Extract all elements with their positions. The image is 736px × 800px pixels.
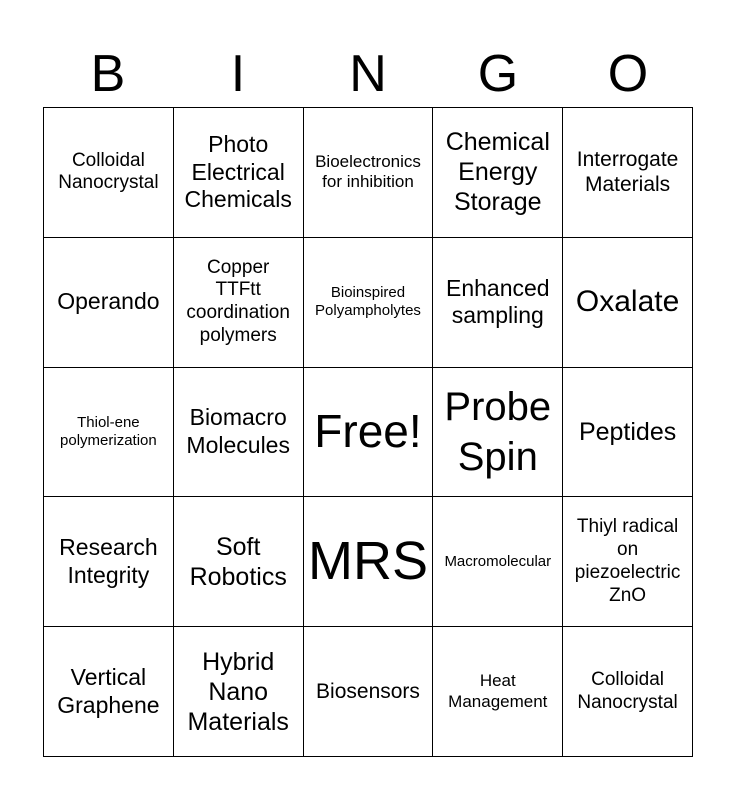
bingo-cell-r1-c5[interactable] [563, 108, 693, 238]
bingo-cell-label: Operando [57, 288, 160, 315]
bingo-cell-label: Vertical Graphene [57, 664, 160, 718]
bingo-cell-r1-c1[interactable] [44, 108, 174, 238]
bingo-cell-label: Free! [314, 405, 422, 458]
bingo-cell-label: MRS [307, 531, 428, 592]
bingo-cell-r4-c3[interactable] [304, 497, 434, 627]
bingo-cell-r5-c2[interactable] [174, 627, 304, 757]
bingo-cell-label: Soft Robotics [189, 532, 287, 591]
bingo-cell-label: Hybrid Nano Materials [187, 647, 289, 736]
header-letter-g: G [477, 45, 519, 103]
bingo-cell-label: Enhanced sampling [445, 274, 550, 329]
bingo-cell-r5-c1[interactable] [44, 627, 174, 757]
bingo-cell-r4-c1[interactable] [44, 497, 174, 627]
bingo-cell-r4-c5[interactable] [563, 497, 693, 627]
bingo-cell-r1-c3[interactable] [304, 108, 434, 238]
bingo-cell-label: Research Integrity [59, 534, 158, 588]
bingo-cell-label: Biomacro Molecules [186, 404, 290, 458]
bingo-cell-label: Thiol-ene polymerization [60, 413, 157, 449]
bingo-cell-r3-c5[interactable] [563, 368, 693, 498]
bingo-cell-r3-c1[interactable] [44, 368, 174, 498]
header-letter-i: I [230, 45, 246, 103]
bingo-card-grid [43, 107, 693, 757]
bingo-cell-label: Peptides [578, 417, 677, 446]
bingo-cell-label: Chemical Energy Storage [445, 128, 550, 217]
bingo-cell-r5-c3[interactable] [304, 627, 434, 757]
bingo-cell-r1-c2[interactable] [174, 108, 304, 238]
bingo-header [43, 44, 693, 104]
bingo-cell-label: Interrogate Materials [576, 148, 679, 197]
bingo-cell-label: Bioinspired Polyampholytes [315, 284, 421, 320]
bingo-cell-label: Heat Management [448, 671, 548, 711]
bingo-cell-r1-c4[interactable] [433, 108, 563, 238]
bingo-cell-label: Probe Spin [444, 384, 552, 479]
bingo-cell-label: Photo Electrical Chemicals [184, 131, 292, 213]
bingo-cell-r5-c4[interactable] [433, 627, 563, 757]
bingo-cell-r4-c4[interactable] [433, 497, 563, 627]
bingo-cell-label: Biosensors [316, 680, 420, 703]
bingo-cell-label: Thiyl radical on piezoelectric ZnO [574, 516, 681, 606]
bingo-cell-r5-c5[interactable] [563, 627, 693, 757]
bingo-cell-label: Oxalate [575, 285, 680, 319]
bingo-cell-label: Colloidal Nanocrystal [58, 149, 159, 194]
header-letter-b: B [90, 45, 126, 103]
bingo-cell-r2-c3[interactable] [304, 238, 434, 368]
bingo-cell-r3-c4[interactable] [433, 368, 563, 498]
bingo-cell-r2-c2[interactable] [174, 238, 304, 368]
bingo-cell-label: Bioelectronics for inhibition [315, 152, 421, 192]
header-letter-n: N [349, 45, 387, 103]
bingo-cell-r2-c5[interactable] [563, 238, 693, 368]
bingo-cell-label: Copper TTFtt coordination polymers [186, 256, 290, 346]
bingo-cell-label: Colloidal Nanocrystal [577, 668, 678, 713]
bingo-cell-label: Macromolecular [444, 552, 552, 570]
header-letter-o: O [607, 45, 649, 103]
bingo-cell-r2-c4[interactable] [433, 238, 563, 368]
bingo-cell-r4-c2[interactable] [174, 497, 304, 627]
bingo-cell-r2-c1[interactable] [44, 238, 174, 368]
bingo-cell-r3-c2[interactable] [174, 368, 304, 498]
bingo-free-space[interactable] [304, 368, 434, 498]
